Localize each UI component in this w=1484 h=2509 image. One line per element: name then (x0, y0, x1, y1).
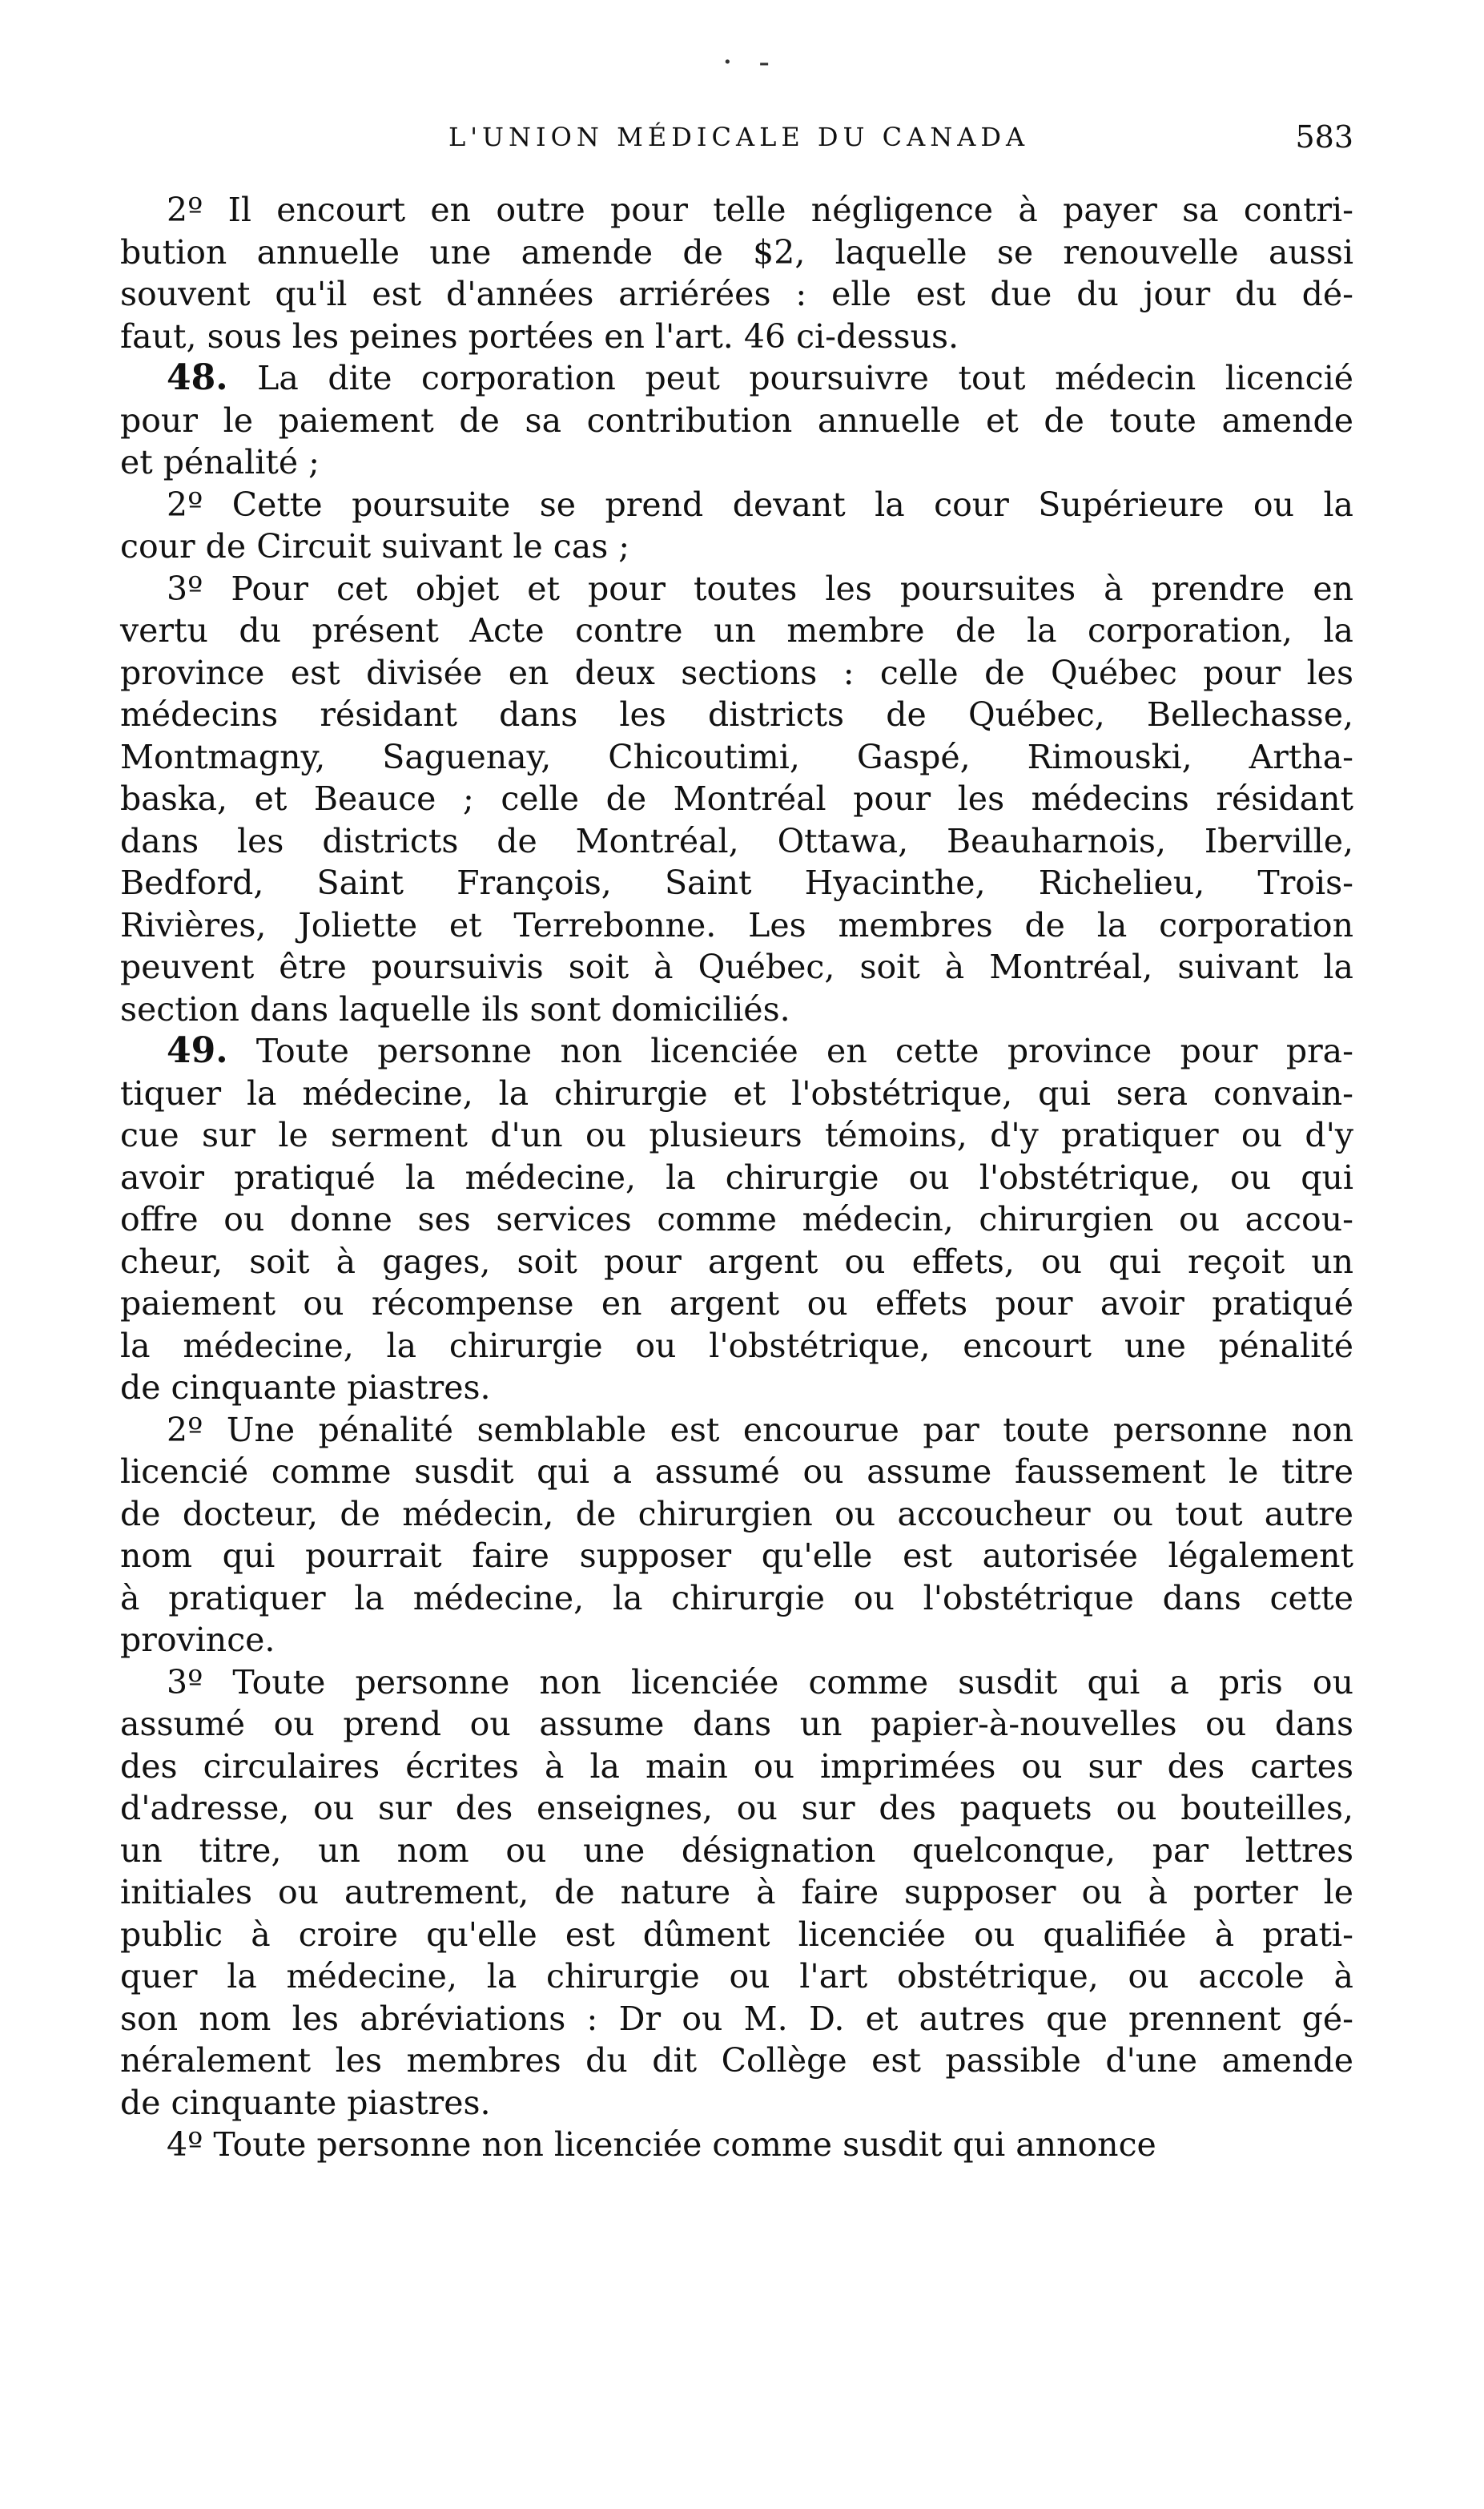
line-text: Bedford, Saint François, Saint Hyacinthe, Richelieu, Trois- (120, 864, 1353, 902)
text-line (120, 1283, 1353, 1325)
text-line (120, 2124, 1353, 2166)
text-line (120, 357, 1353, 400)
text-line (120, 1367, 1353, 1409)
line-text: néralement les membres du dit Collège est passible d'une amende (120, 2041, 1353, 2080)
line-text: 4º Toute personne non licenciée comme susdit qui annonce (167, 2125, 1156, 2164)
text-line (120, 862, 1353, 904)
text-line (120, 1914, 1353, 1956)
line-text: la médecine, la chirurgie ou l'obstétrique, encourt une pénalité (120, 1326, 1353, 1365)
line-text: bution annuelle une amende de $2, laquelle se renouvelle aussi (120, 232, 1353, 272)
article-number: 49. (167, 1030, 228, 1071)
text-line (120, 1871, 1353, 1914)
print-speck-decoration: · - (722, 44, 778, 81)
text-line (120, 989, 1353, 1031)
text-line (120, 1157, 1353, 1199)
text-line (120, 1325, 1353, 1367)
paragraph (120, 189, 1353, 357)
line-text: 2º Il encourt en outre pour telle négligence à payer sa contri- (167, 191, 1353, 229)
line-text: vertu du présent Acte contre un membre de la corporation, la (120, 611, 1353, 650)
line-text: de cinquante piastres. (120, 2083, 491, 2122)
text-line (120, 1409, 1353, 1452)
line-text: cue sur le serment d'un ou plusieurs témoins, d'y pratiquer ou d'y (120, 1116, 1353, 1154)
text-line (120, 946, 1353, 989)
line-text: d'adresse, ou sur des enseignes, ou sur des paquets ou bouteilles, (120, 1789, 1353, 1827)
line-text: médecins résidant dans les districts de Québec, Bellechasse, (120, 695, 1353, 734)
line-text: Montmagny, Saguenay, Chicoutimi, Gaspé, Rimouski, Artha- (120, 737, 1353, 776)
line-text: un titre, un nom ou une désignation quelconque, par lettres (120, 1830, 1353, 1870)
line-text: 3º Toute personne non licenciée comme susdit qui a pris ou (167, 1662, 1353, 1702)
text-line (120, 2040, 1353, 2082)
journal-title: L'UNION MÉDICALE DU CANADA (448, 122, 1030, 152)
line-text: 3º Pour cet objet et pour toutes les poursuites à prendre en (167, 569, 1353, 608)
line-text: 2º Cette poursuite se prend devant la cour Supérieure ou la (167, 485, 1353, 524)
text-line (120, 1241, 1353, 1283)
line-text: Rivières, Joliette et Terrebonne. Les membres de la corporation (120, 905, 1353, 944)
text-line (120, 232, 1353, 274)
text-line (120, 820, 1353, 863)
page-number: 583 (1295, 119, 1353, 155)
text-line (120, 526, 1353, 568)
line-text: des circulaires écrites à la main ou imprimées ou sur des cartes (120, 1746, 1353, 1786)
text-line (120, 652, 1353, 695)
text-line (120, 568, 1353, 610)
text-line (120, 316, 1353, 358)
text-line (120, 189, 1353, 232)
text-line (120, 1577, 1353, 1620)
text-line (120, 736, 1353, 779)
text-line (120, 400, 1353, 442)
line-text: La dite corporation peut poursuivre tout médecin licencié (257, 359, 1353, 397)
line-text: pour le paiement de sa contribution annuelle et de toute amende (120, 401, 1353, 440)
text-line (120, 1661, 1353, 1704)
running-header (120, 117, 1361, 157)
line-text: souvent qu'il est d'années arriérées : elle est due du jour du dé- (120, 275, 1353, 313)
text-line (120, 1830, 1353, 1872)
paragraph (120, 484, 1353, 568)
line-text: dans les districts de Montréal, Ottawa, Beauharnois, Iberville, (120, 821, 1353, 860)
text-line (120, 2082, 1353, 2124)
text-line (120, 1030, 1353, 1073)
paragraph (120, 1409, 1353, 1661)
line-text: cheur, soit à gages, soit pour argent ou effets, ou qui reçoit un (120, 1242, 1353, 1281)
paragraph (120, 568, 1353, 1031)
line-text: nom qui pourrait faire supposer qu'elle est autorisée légalement (120, 1536, 1353, 1575)
line-text: de cinquante piastres. (120, 1368, 491, 1407)
article-number: 48. (167, 357, 228, 398)
text-line (120, 904, 1353, 947)
line-text: cour de Circuit suivant le cas ; (120, 527, 630, 566)
line-text: tiquer la médecine, la chirurgie et l'obstétrique, qui sera convain- (120, 1073, 1353, 1113)
text-line (120, 1787, 1353, 1830)
line-text: de docteur, de médecin, de chirurgien ou accoucheur ou tout autre (120, 1494, 1353, 1533)
text-line (120, 1703, 1353, 1746)
line-text: province. (120, 1621, 275, 1659)
line-text: peuvent être poursuivis soit à Québec, soit à Montréal, suivant la (120, 948, 1353, 986)
text-line (120, 1619, 1353, 1661)
line-text: public à croire qu'elle est dûment licenciée ou qualifiée à prati- (120, 1915, 1353, 1954)
line-text: et pénalité ; (120, 443, 320, 481)
text-line (120, 694, 1353, 736)
text-line (120, 273, 1353, 316)
line-text: à pratiquer la médecine, la chirurgie ou l'obstétrique dans cette (120, 1578, 1353, 1617)
article-paragraph (120, 1030, 1353, 1409)
article-paragraph (120, 357, 1353, 484)
line-text: initiales ou autrement, de nature à faire supposer ou à porter le (120, 1873, 1353, 1911)
line-text: province est divisée en deux sections : celle de Québec pour les (120, 653, 1353, 692)
text-line (120, 1746, 1353, 1788)
line-text: son nom les abréviations : Dr ou M. D. et autres que prennent gé- (120, 1999, 1353, 2038)
text-line (120, 441, 1353, 484)
line-text: baska, et Beauce ; celle de Montréal pour les médecins résidant (120, 779, 1353, 818)
body-text (120, 189, 1353, 2166)
text-line (120, 484, 1353, 526)
line-text: section dans laquelle ils sont domiciliés. (120, 989, 790, 1029)
text-line (120, 1451, 1353, 1493)
line-text: offre ou donne ses services comme médecin, chirurgien ou accou- (120, 1200, 1353, 1238)
line-text: avoir pratiqué la médecine, la chirurgie ou l'obstétrique, ou qui (120, 1158, 1353, 1197)
line-text: quer la médecine, la chirurgie ou l'art obstétrique, ou accole à (120, 1957, 1353, 1996)
line-text: paiement ou récompense en argent ou effets pour avoir pratiqué (120, 1284, 1353, 1323)
line-text: assumé ou prend ou assume dans un papier-à-nouvelles ou dans (120, 1705, 1353, 1743)
line-text: Toute personne non licenciée en cette province pour pra- (255, 1032, 1353, 1070)
text-line (120, 1998, 1353, 2040)
line-text: faut, sous les peines portées en l'art. 46 ci-dessus. (120, 316, 959, 356)
line-text: licencié comme susdit qui a assumé ou assume faussement le titre (120, 1452, 1353, 1491)
text-line (120, 610, 1353, 652)
text-line (120, 778, 1353, 820)
text-line (120, 1073, 1353, 1115)
text-line (120, 1198, 1353, 1241)
text-line (120, 1955, 1353, 1998)
text-line (120, 1493, 1353, 1536)
paragraph (120, 2124, 1353, 2166)
paragraph (120, 1661, 1353, 2124)
text-line (120, 1535, 1353, 1577)
line-text: 2º Une pénalité semblable est encourue par toute personne non (167, 1410, 1353, 1449)
text-line (120, 1114, 1353, 1157)
